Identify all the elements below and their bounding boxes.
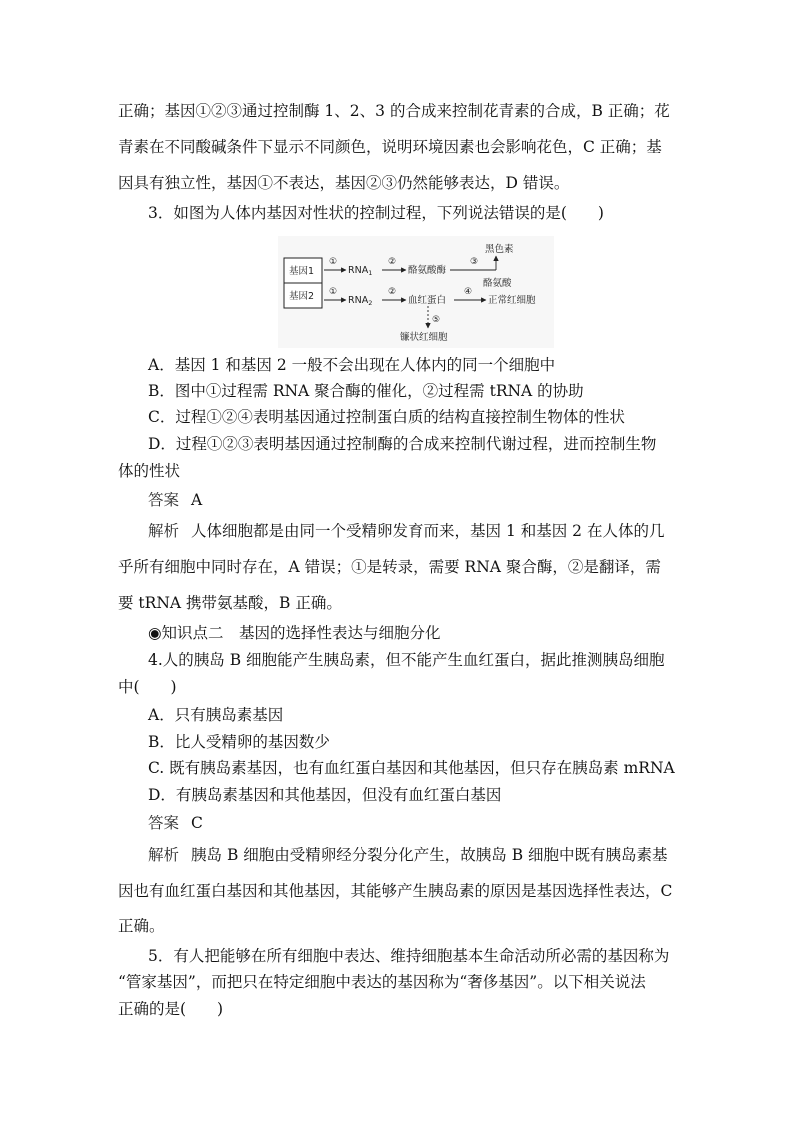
explanation-line: 正确。	[118, 917, 165, 935]
step-3-label: ③	[470, 257, 479, 267]
explanation-label: 解析	[148, 522, 180, 540]
explanation-line: 要 tRNA 携带氨基酸，B 正确。	[118, 594, 342, 612]
explanation-text: 胰岛 B 细胞由受精卵经分裂分化产生，故胰岛 B 细胞中既有胰岛素基	[191, 846, 668, 864]
rna2-label: $RNA_2$	[348, 295, 373, 307]
step-2a-label: ②	[388, 257, 397, 267]
gene2-label: 基因2	[289, 291, 315, 302]
answer-value: A	[191, 491, 203, 509]
normal-rbc-label: 正常红细胞	[488, 295, 536, 306]
question-4-stem: 4.人的胰岛 B 细胞能产生胰岛素，但不能产生血红蛋白，据此推测胰岛细胞	[148, 651, 665, 669]
paragraph-line: 因具有独立性，基因①不表达，基因②③仍然能够表达，D 错误。	[118, 174, 570, 192]
step-4-label: ④	[464, 287, 473, 297]
answer-label: 答案	[148, 491, 180, 509]
question-3-stem: 3．如图为人体内基因对性状的控制过程，下列说法错误的是( )	[148, 204, 604, 222]
step-5-label: ⑤	[432, 315, 441, 325]
explanation-label: 解析	[148, 846, 180, 864]
step-1a-label: ①	[329, 257, 338, 267]
gene-control-diagram	[278, 236, 554, 348]
option-b: B．图中①过程需 RNA 聚合酶的催化，②过程需 tRNA 的协助	[148, 382, 584, 400]
sickle-rbc-label: 镰状红细胞	[400, 332, 448, 343]
answer-label: 答案	[148, 814, 180, 832]
question-5-stem-continued: “管家基因”，而把只在特定细胞中表达的基因称为“奢侈基因”。以下相关说法	[118, 973, 646, 991]
option-d-continued: 体的性状	[118, 462, 181, 480]
step-2b-label: ②	[388, 287, 397, 297]
question-5-stem-continued: 正确的是( )	[118, 1000, 224, 1018]
explanation-line	[148, 521, 694, 541]
answer-line	[148, 813, 694, 833]
explanation-line: 因也有血红蛋白基因和其他基因，其能够产生胰岛素的原因是基因选择性表达，C	[118, 882, 673, 900]
knowledge-point-heading: ◉知识点二 基因的选择性表达与细胞分化	[148, 624, 441, 642]
option-c: C. 既有胰岛素基因，也有血红蛋白基因和其他基因，但只存在胰岛素 mRNA	[148, 759, 675, 777]
step-1b-label: ①	[329, 287, 338, 297]
option-c: C．过程①②④表明基因通过控制蛋白质的结构直接控制生物体的性状	[148, 408, 625, 426]
paragraph-line: 正确；基因①②③通过控制酶 1、2、3 的合成来控制花青素的合成，B 正确；花	[118, 102, 670, 120]
option-b: B．比人受精卵的基因数少	[148, 733, 330, 751]
explanation-text: 人体细胞都是由同一个受精卵发育而来，基因 1 和基因 2 在人体的几	[191, 522, 665, 540]
question-5-stem: 5．有人把能够在所有细胞中表达、维持细胞基本生命活动所必需的基因称为	[148, 947, 670, 965]
option-a: A．只有胰岛素基因	[148, 706, 284, 724]
option-d: D．过程①②③表明基因通过控制酶的合成来控制代谢过程，进而控制生物	[148, 435, 657, 453]
question-4-stem-continued: 中( )	[118, 678, 177, 696]
hemoglobin-label: 血红蛋白	[408, 295, 447, 306]
option-a: A．基因 1 和基因 2 一般不会出现在人体内的同一个细胞中	[148, 356, 556, 374]
answer-line	[148, 490, 694, 510]
rna1-label: $RNA_1$	[348, 265, 373, 277]
explanation-line	[148, 845, 694, 865]
explanation-line: 乎所有细胞中同时存在，A 错误；①是转录，需要 RNA 聚合酶，②是翻译，需	[118, 558, 661, 576]
option-d: D．有胰岛素基因和其他基因，但没有血红蛋白基因	[148, 786, 502, 804]
gene1-label: 基因1	[289, 266, 315, 277]
answer-value: C	[191, 814, 203, 832]
melanin-label: 黑色素	[485, 244, 514, 255]
tyrosine-label: 酪氨酸	[483, 278, 512, 289]
paragraph-line: 青素在不同酸碱条件下显示不同颜色，说明环境因素也会影响花色，C 正确；基	[118, 138, 662, 156]
enzyme-label: 酪氨酸酶	[408, 265, 447, 276]
